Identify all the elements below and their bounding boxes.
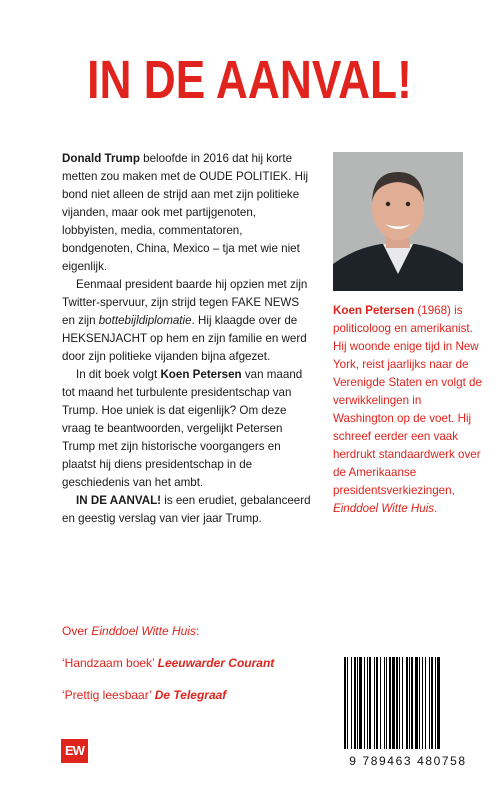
- barcode-bar: [357, 657, 358, 749]
- barcode-bars: [344, 657, 472, 749]
- barcode-bar: [402, 657, 403, 749]
- author-photo: [333, 152, 463, 291]
- barcode-bar: [359, 657, 362, 749]
- barcode-bar: [409, 657, 410, 749]
- barcode-bar: [437, 657, 440, 749]
- barcode-bar: [435, 657, 436, 749]
- blurb: [62, 150, 312, 528]
- barcode-bar: [374, 657, 375, 749]
- quote-2-text: ‘Prettig leesbaar’: [62, 688, 155, 702]
- barcode-bar: [415, 657, 418, 749]
- quote-1-source: Leeuwarder Courant: [157, 656, 275, 670]
- author-bio-end: .: [434, 502, 438, 515]
- barcode-bar: [369, 657, 371, 749]
- barcode-bar: [376, 657, 378, 749]
- barcode-bar: [384, 657, 385, 749]
- quotes-intro-book: Einddoel Witte Huis: [91, 624, 196, 638]
- barcode-bar: [392, 657, 395, 749]
- blurb-text: beloofde in 2016 dat hij korte metten zou maken met de OUDE POLITIEK. Hij bond niet alleen de strijd aan met zijn politieke vijanden, maar ook met partijgenoten, lobbyisten, media, commentatoren, bondgenoten, China, Mexico – tja met wie niet eigenlijk.: [62, 152, 309, 273]
- barcode-bar: [399, 657, 400, 749]
- author-bio: [333, 302, 483, 518]
- blurb-text: is een erudiet, gebalanceerd en geestig verslag van vier jaar Trump.: [62, 494, 311, 525]
- barcode-bar: [347, 657, 348, 749]
- blurb-text: In dit boek volgt: [76, 368, 161, 381]
- blurb-text: Eenmaal president baarde hij opzien met zijn Twitter-spervuur, zijn strijd tegen FAKE NEWS en zijn: [62, 278, 308, 327]
- barcode-bar: [406, 657, 408, 749]
- author-name: Koen Petersen: [333, 304, 415, 317]
- quote-2-source: De Telegraaf: [154, 688, 227, 702]
- barcode-bar: [411, 657, 413, 749]
- book-title: IN DE AANVAL!: [87, 50, 412, 110]
- barcode-bar: [364, 657, 365, 749]
- barcode-bar: [425, 657, 426, 749]
- barcode-bar: [351, 657, 352, 749]
- blurb-paragraph-1: [62, 150, 312, 276]
- barcode-bar: [354, 657, 356, 749]
- barcode-bar: [431, 657, 433, 749]
- quotes-intro: [62, 622, 322, 640]
- author-photo-image: [333, 152, 463, 291]
- quote-1-text: ‘Handzaam boek’: [62, 656, 158, 670]
- isbn-digits: 9 789463 480758: [349, 754, 467, 768]
- blurb-subject-name: Donald Trump: [62, 152, 140, 165]
- barcode-bar: [389, 657, 391, 749]
- author-previous-book: Einddoel Witte Huis: [333, 502, 435, 515]
- blurb-book-title: IN DE AANVAL!: [76, 494, 162, 507]
- blurb-paragraph-4: [62, 492, 312, 528]
- barcode-bar: [367, 657, 368, 749]
- blurb-paragraph-3: [62, 366, 312, 492]
- author-year: (1968): [414, 304, 451, 317]
- blurb-text: van maand tot maand het turbulente presidentschap van Trump. Hoe uniek is dat eigenlijk? Om deze vraag te beantwoorden, vergelijkt Petersen Trump met zijn historische voorgangers en plaatst hij diens presidentschap in de geschiedenis van het ambt.: [62, 368, 303, 489]
- author-bio-paragraph: [333, 302, 483, 518]
- barcode-bar: [429, 657, 430, 749]
- barcode-bar: [422, 657, 423, 749]
- quotes-intro-text: Over: [62, 624, 92, 638]
- author-bio-text: is politicoloog en amerikanist. Hij woonde enige tijd in New York, reist jaarlijks naar de Verenigde Staten en volgt de verwikkelingen in Washington op de voet. Hij schreef eerder een vaak herdrukt standaardwerk over de Amerikaanse presidentsverkiezingen,: [333, 304, 482, 497]
- isbn-barcode: [340, 653, 476, 773]
- barcode-bar: [344, 657, 346, 749]
- barcode-bar: [380, 657, 381, 749]
- blurb-author-name: Koen Petersen: [160, 368, 242, 381]
- barcode-bar: [396, 657, 398, 749]
- blurb-italic: bottebijldiplomatie: [98, 314, 192, 327]
- quote-1: [62, 654, 322, 672]
- blurb-paragraph-2: [62, 276, 312, 366]
- quote-2: [62, 686, 322, 704]
- barcode-bar: [386, 657, 387, 749]
- quotes-intro-colon: :: [195, 624, 200, 638]
- review-quotes: [62, 622, 322, 718]
- barcode-bar: [419, 657, 420, 749]
- publisher-logo: EW: [61, 739, 88, 763]
- blurb-text: . Hij klaagde over de HEKSENJACHT op hem en zijn familie en werd door zijn politieke vijanden bijna afgezet.: [62, 314, 307, 363]
